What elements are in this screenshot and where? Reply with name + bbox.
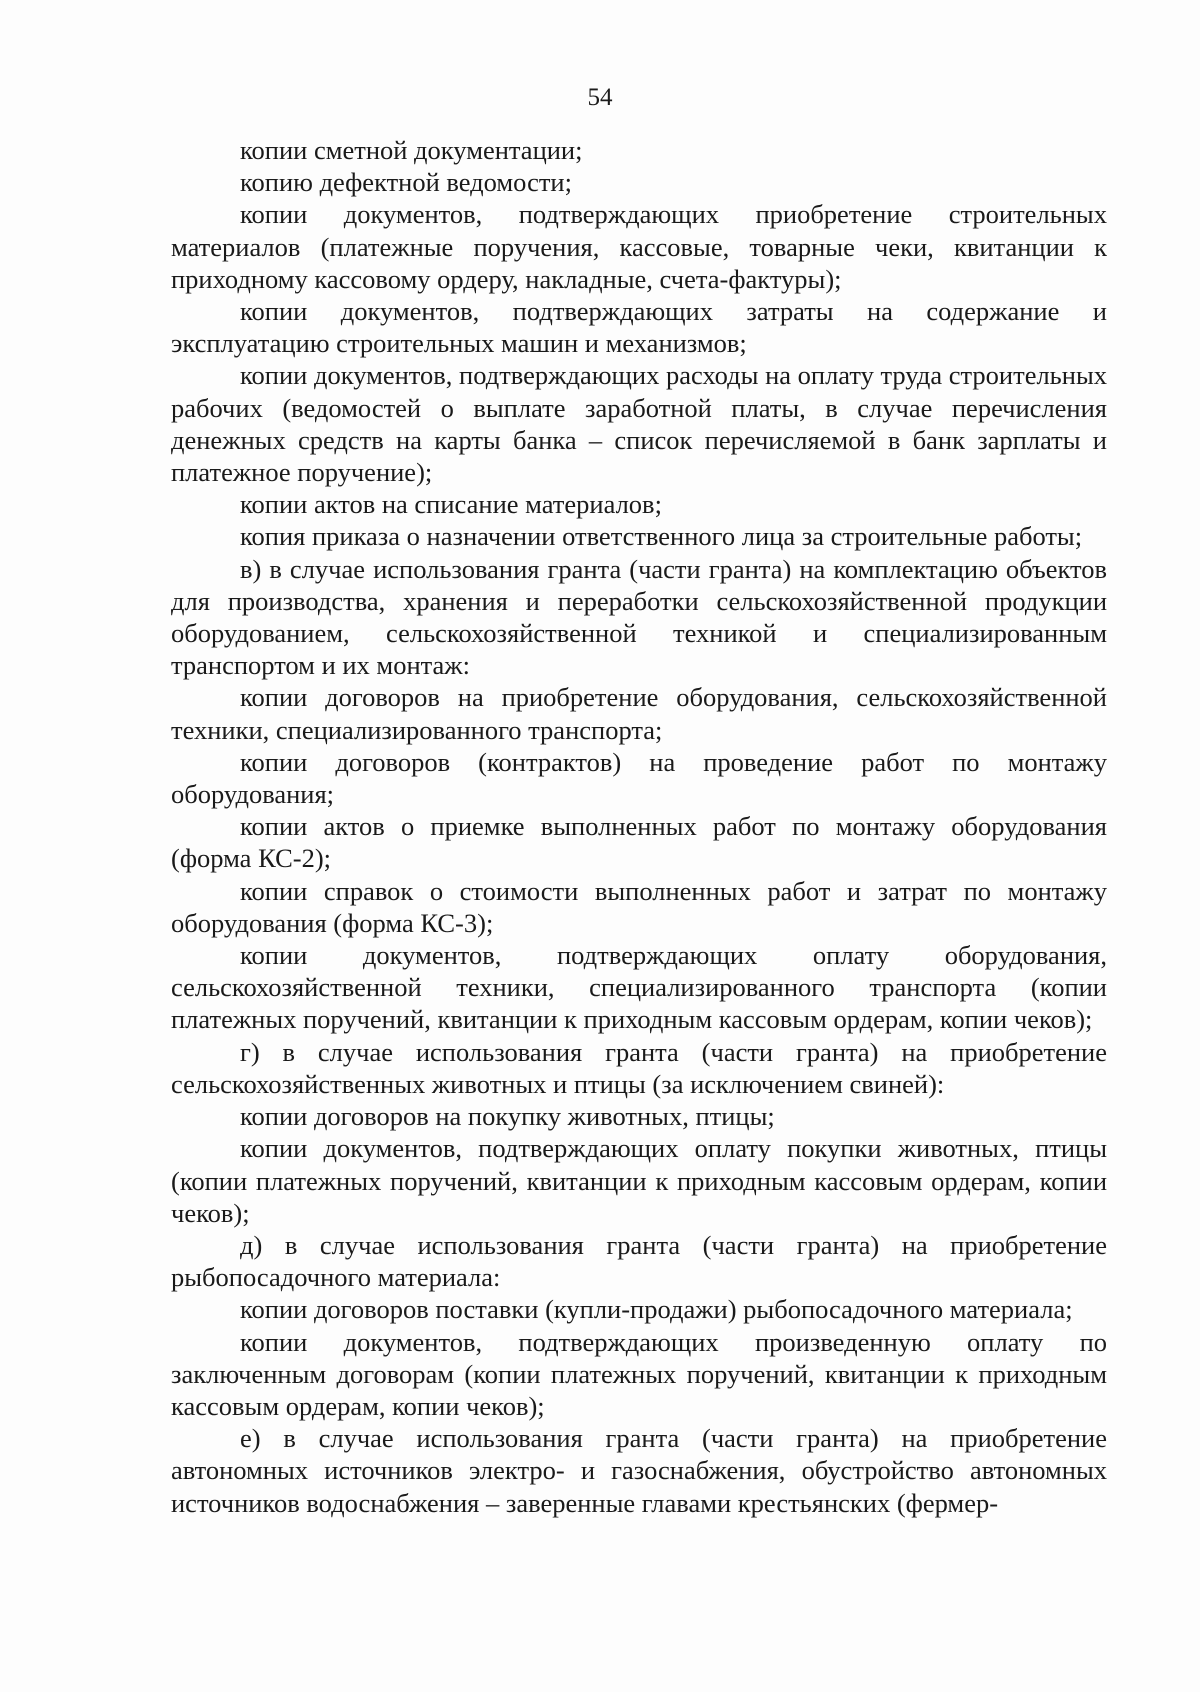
paragraph: копии документов, подтверждающих оплату покупки животных, птицы (копии платежных поручений, квитанции к приходным кассовым ордерам, копии чеков);	[171, 1133, 1107, 1228]
document-body	[171, 134, 1107, 1519]
paragraph: копии документов, подтверждающих приобретение строительных материалов (платежные поручения, кассовые, товарные чеки, квитанции к приходному кассовому ордеру, накладные, счета-фактуры);	[171, 199, 1107, 294]
paragraph-item-e: е) в случае использования гранта (части гранта) на приобретение автономных источников электро- и газоснабжения, обустройство автономных источников водоснабжения – заверенные главами крестьянских (фермер-	[171, 1423, 1107, 1518]
paragraph: копии договоров (контрактов) на проведение работ по монтажу оборудования;	[171, 746, 1107, 810]
paragraph: копии актов о приемке выполненных работ по монтажу оборудования (форма КС-2);	[171, 811, 1107, 874]
paragraph-item-g: г) в случае использования гранта (части гранта) на приобретение сельскохозяйственных животных и птицы (за исключением свиней):	[171, 1036, 1107, 1099]
paragraph: копии договоров на покупку животных, птицы;	[240, 1101, 775, 1132]
paragraph: копии документов, подтверждающих расходы на оплату труда строительных рабочих (ведомостей о выплате заработной платы, в случае перечисления денежных средств на карты банка – список перечисляемой в банк зарплаты и платежное поручение);	[171, 360, 1107, 488]
paragraph: копию дефектной ведомости;	[240, 167, 572, 198]
paragraph: копии документов, подтверждающих произведенную оплату по заключенным договорам (копии платежных поручений, квитанции к приходным кассовым ордерам, копии чеков);	[171, 1326, 1107, 1421]
paragraph: копии договоров поставки (купли-продажи) рыбопосадочного материала;	[240, 1294, 1073, 1325]
paragraph-item-v: в) в случае использования гранта (части гранта) на комплектацию объектов для производства, хранения и переработки сельскохозяйственной продукции оборудованием, сельскохозяйственной техникой и специализированным транспортом и их монтаж:	[171, 553, 1107, 681]
paragraph: копия приказа о назначении ответственного лица за строительные работы;	[240, 521, 1083, 552]
paragraph-item-d: д) в случае использования гранта (части гранта) на приобретение рыбопосадочного материала:	[171, 1229, 1107, 1293]
page-number: 54	[587, 84, 613, 111]
paragraph: копии договоров на приобретение оборудования, сельскохозяйственной техники, специализированного транспорта;	[171, 682, 1107, 745]
paragraph: копии справок о стоимости выполненных работ и затрат по монтажу оборудования (форма КС-3);	[171, 875, 1107, 938]
paragraph: копии актов на списание материалов;	[240, 489, 662, 520]
paragraph: копии сметной документации;	[240, 135, 583, 165]
paragraph: копии документов, подтверждающих оплату оборудования, сельскохозяйственной техники, специализированного транспорта (копии платежных поручений, квитанции к приходным кассовым ордерам, копии чеков);	[171, 940, 1107, 1035]
paragraph: копии документов, подтверждающих затраты на содержание и эксплуатацию строительных машин и механизмов;	[171, 296, 1107, 359]
